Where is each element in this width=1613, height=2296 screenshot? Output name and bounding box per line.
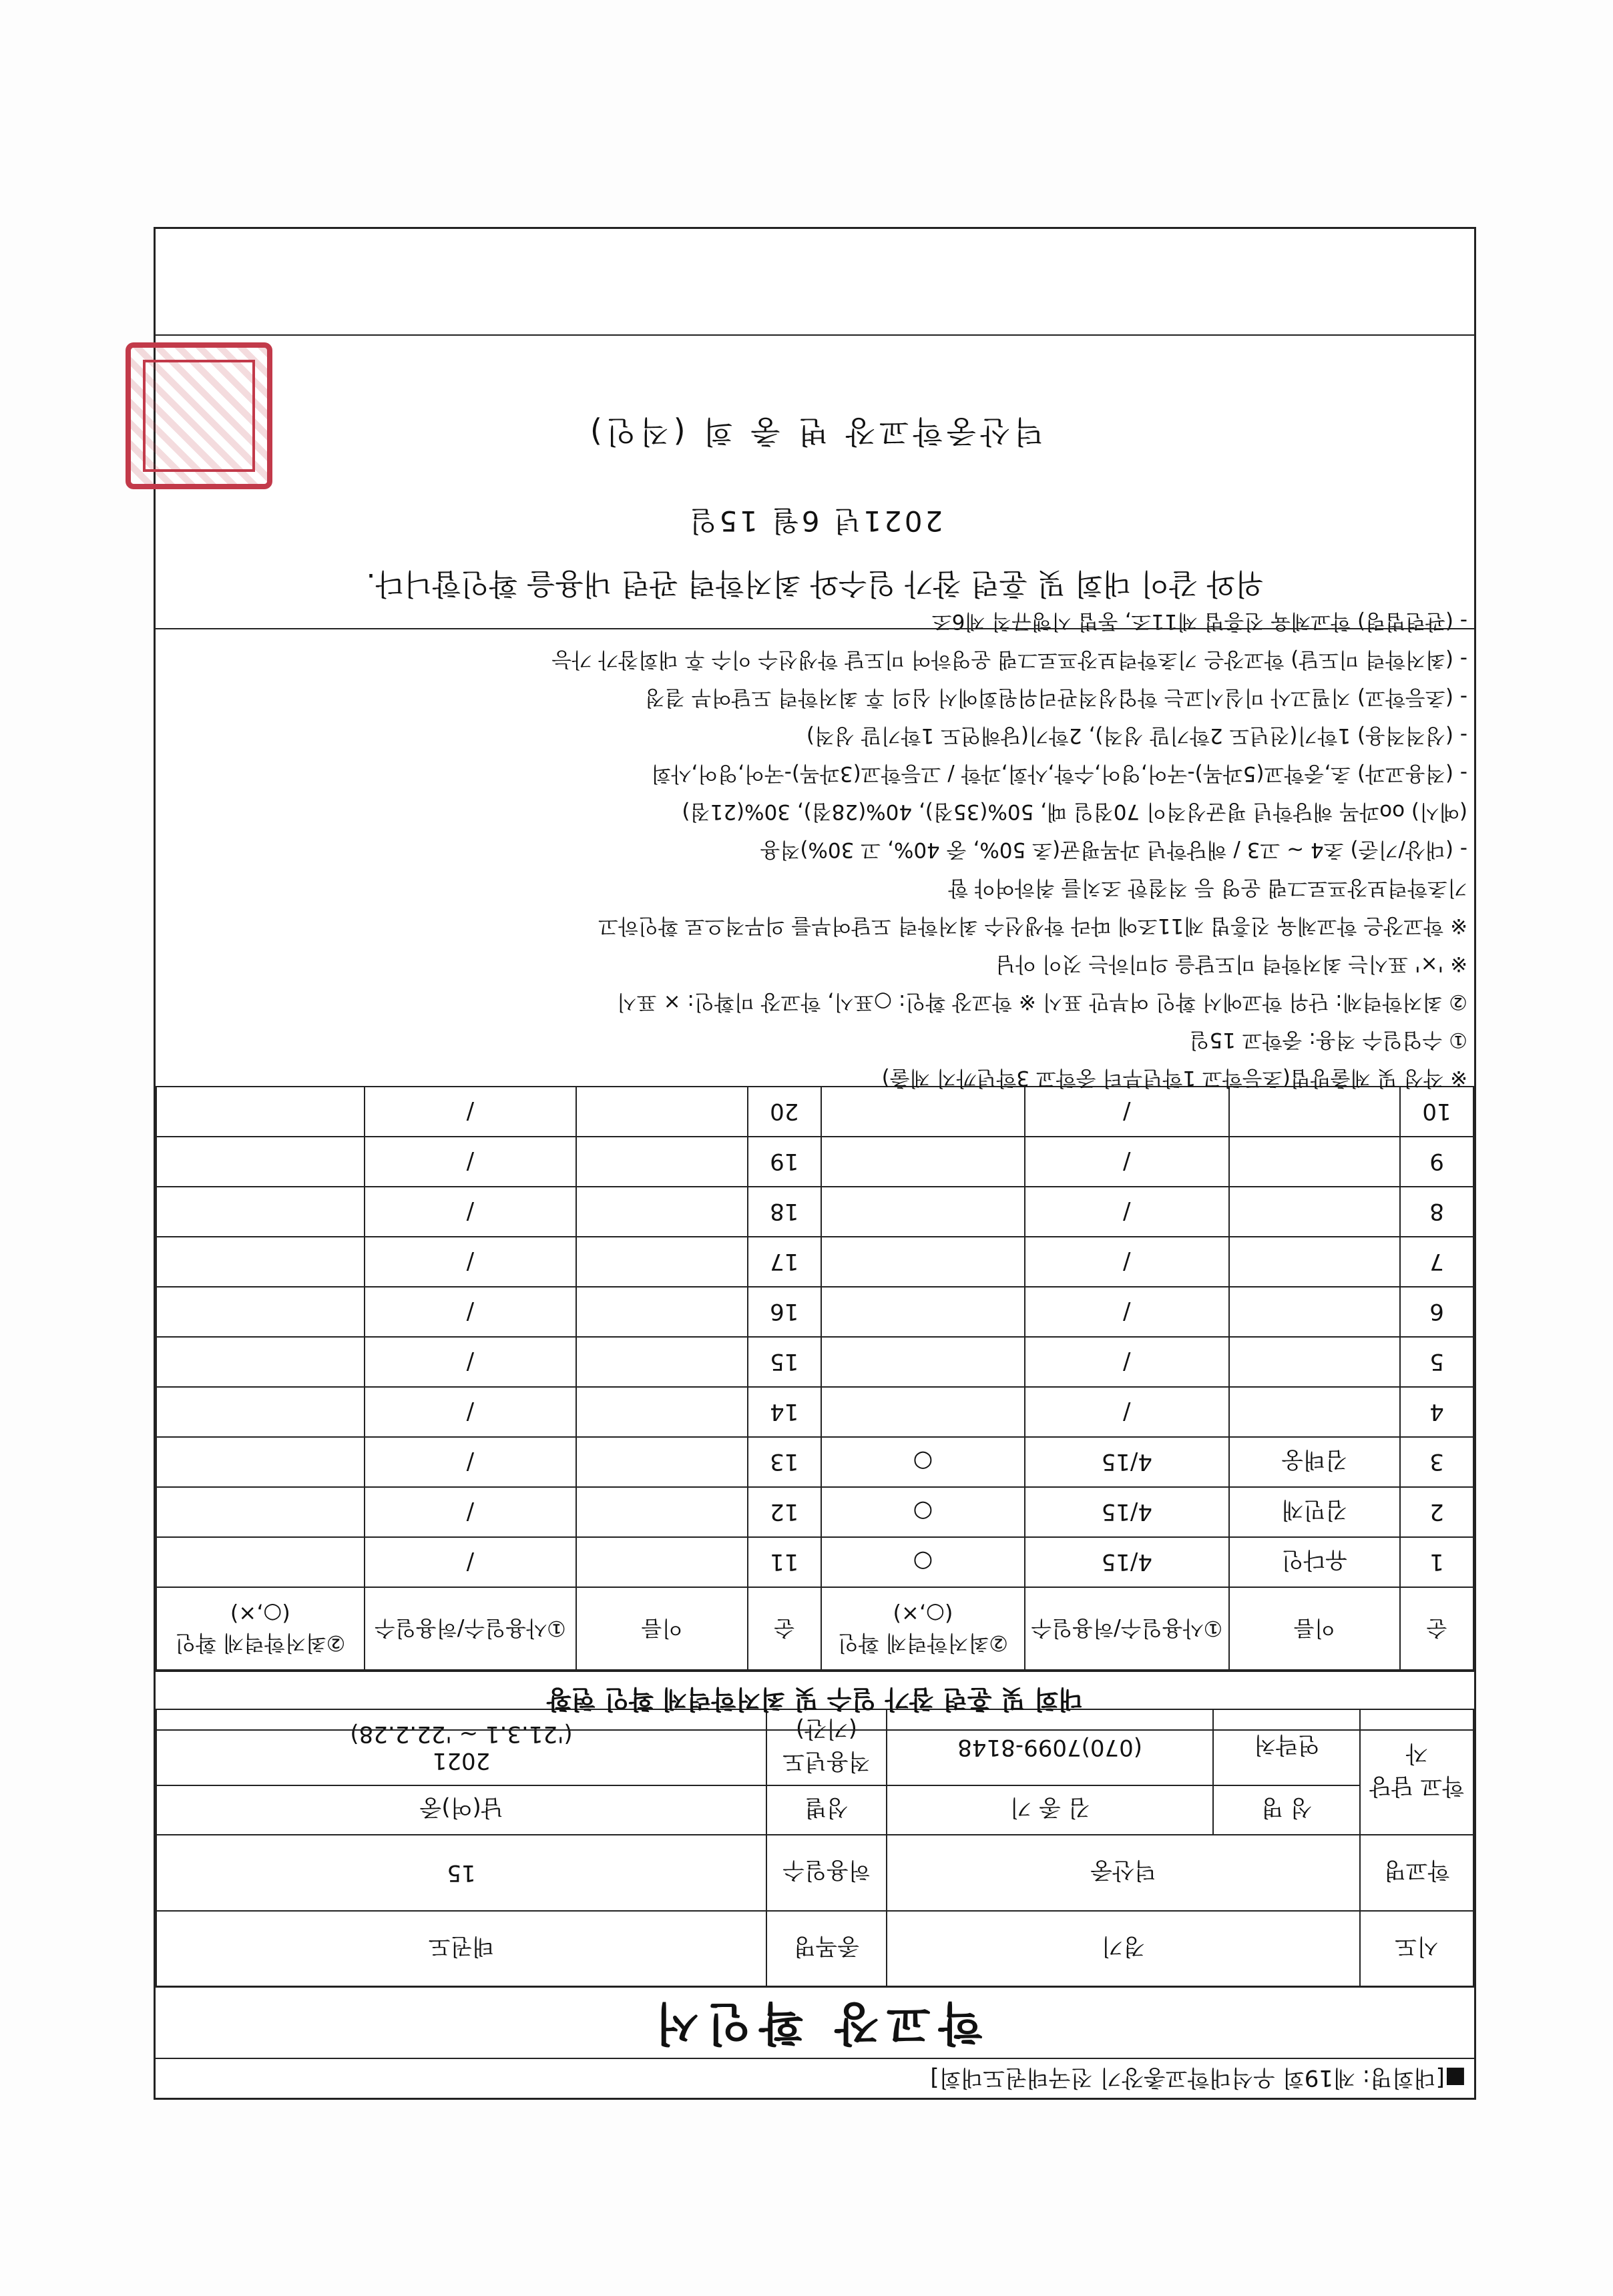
cell-no: 6: [1400, 1287, 1473, 1337]
cell-check: [156, 1237, 365, 1287]
official-seal-stamp: [126, 342, 272, 489]
confirmation-document: [154, 227, 1476, 2100]
cell-name: [1229, 1237, 1401, 1287]
cell-days: /: [1025, 1337, 1228, 1387]
cell-days: /: [1025, 1387, 1228, 1437]
cell-check: [821, 1187, 1025, 1237]
cell-days: 4/15: [1025, 1537, 1228, 1587]
cell-days: /: [1025, 1187, 1228, 1237]
cell-days: /: [1025, 1237, 1228, 1287]
col-no: 순: [748, 1587, 821, 1670]
cell-check: [821, 1337, 1025, 1387]
school-label: 학교명: [1360, 1835, 1473, 1911]
region-label: 시도: [1360, 1911, 1473, 1987]
cell-days: /: [1025, 1087, 1228, 1137]
note-line: - (대상/기준) 초4 ~ 고3 / 해당학년 과목평균(초 50%, 중 40%, 고 30%)적용: [760, 838, 1467, 862]
cell-no: 20: [748, 1087, 821, 1137]
table-row: [156, 1537, 1473, 1587]
cell-check: [821, 1387, 1025, 1437]
table-row: [156, 1437, 1473, 1487]
cell-check: [156, 1137, 365, 1187]
note-line: ※ 작성 및 제출방법(초등학교 1학년부터 중학교 3학년까지 제출): [881, 1066, 1467, 1090]
col-check: ②최저학력제 확인(○,×): [156, 1587, 365, 1670]
cell-days: /: [365, 1487, 577, 1537]
year-label: 적용년도 (기간): [766, 1709, 887, 1785]
cell-check: ○: [821, 1537, 1025, 1587]
cell-no: 10: [1400, 1087, 1473, 1137]
cell-check: ○: [821, 1487, 1025, 1537]
phone-value: (070)7099-8148: [887, 1709, 1214, 1785]
phone-label: 연락처: [1213, 1709, 1360, 1785]
contact-label: 학교 담당자: [1360, 1709, 1473, 1835]
cell-check: [821, 1237, 1025, 1287]
col-days: ①사용일수/허용일수: [365, 1587, 577, 1670]
note-line: - (초등학교) 지필고사 미실시교는 학업성적관리위원회에서 심의 후 최저학력 도달여부 결정: [644, 685, 1467, 709]
days-label: 허용일수: [766, 1835, 887, 1911]
cell-days: /: [365, 1287, 577, 1337]
cell-no: 16: [748, 1287, 821, 1337]
col-days: ①사용일수/허용일수: [1025, 1587, 1228, 1670]
cell-no: 7: [1400, 1237, 1473, 1287]
col-check: ②최저학력제 확인(○,×): [821, 1587, 1025, 1670]
gender-value: 남(여)중: [156, 1785, 766, 1835]
cell-name: [1229, 1337, 1401, 1387]
table-row: [156, 1287, 1473, 1337]
note-line: - (관련법령) 학교체육 진흥법 제11조, 동법 시행규칙 제6조: [931, 609, 1467, 633]
cell-name: [1229, 1287, 1401, 1337]
region-value: 경기: [887, 1911, 1360, 1987]
cell-name: [576, 1487, 748, 1537]
cell-no: 13: [748, 1437, 821, 1487]
school-value: 덕산중: [887, 1835, 1360, 1911]
note-line: ① 수업일수 적용: 중학교 15일: [1189, 1028, 1467, 1052]
cell-name: [576, 1137, 748, 1187]
cell-no: 9: [1400, 1137, 1473, 1187]
days-value: 15: [156, 1835, 766, 1911]
year-period: ('21.3.1 ~ '22.2.28): [350, 1721, 573, 1747]
note-line: (예시) oo과목 해당학년 평균성적이 70점일 때, 50%(35점), 40%(28점), 30%(21점): [682, 800, 1467, 824]
cell-no: 19: [748, 1137, 821, 1187]
cell-no: 8: [1400, 1187, 1473, 1237]
cell-no: 2: [1400, 1487, 1473, 1537]
cell-name: 김민재: [1229, 1487, 1401, 1537]
cell-no: 17: [748, 1237, 821, 1287]
cell-no: 14: [748, 1387, 821, 1437]
cell-name: [1229, 1137, 1401, 1187]
cell-no: 3: [1400, 1437, 1473, 1487]
note-line: - (최저학력 미도달) 학교장은 기초학력보장프로그램 운영하여 미도달 학생선수 이수 후 대회참가 가능: [551, 647, 1467, 671]
gender-label: 성별: [766, 1785, 887, 1835]
document-title: 학교장 확인서: [156, 1986, 1474, 2058]
table-row: [156, 1187, 1473, 1237]
name-label: 성 명: [1213, 1785, 1360, 1835]
col-no: 순: [1400, 1587, 1473, 1670]
cell-days: 4/15: [1025, 1437, 1228, 1487]
section-title: 대회 및 훈련 참가 일수 및 최저학력제 확인 현황: [156, 1671, 1474, 1731]
col-name: 이름: [576, 1587, 748, 1670]
issue-date: 2021년 6월 15일: [686, 505, 943, 537]
cell-name: 김태웅: [1229, 1437, 1401, 1487]
cell-name: [1229, 1387, 1401, 1437]
cell-name: [576, 1437, 748, 1487]
note-line: - (적용교과) 초,중학교(5과목)-국어,영어,수학,사회,과학 / 고등학교(3과목)-국어,영어,사회: [651, 762, 1467, 786]
cell-no: 12: [748, 1487, 821, 1537]
table-row: [156, 1487, 1473, 1537]
cell-check: [156, 1387, 365, 1437]
cell-name: [576, 1387, 748, 1437]
cell-days: /: [365, 1137, 577, 1187]
principal-signature: 덕산중학교장 변 충 희 (직인): [586, 414, 1044, 450]
cell-days: /: [365, 1437, 577, 1487]
cell-name: [1229, 1187, 1401, 1237]
cell-name: [576, 1237, 748, 1287]
name-value: 김 종 기: [887, 1785, 1214, 1835]
school-info-table: [156, 1709, 1474, 1988]
event-value: 태권도: [156, 1911, 766, 1987]
cell-check: [156, 1437, 365, 1487]
cell-name: [576, 1287, 748, 1337]
cell-days: /: [1025, 1137, 1228, 1187]
col-name: 이름: [1229, 1587, 1401, 1670]
instructions: [166, 602, 1467, 1097]
year-number: 2021: [432, 1747, 491, 1774]
table-row: [156, 1337, 1473, 1387]
competition-name: ■[대회명: 제19회 우석대학교총장기 전국태권도대회]: [156, 2058, 1474, 2098]
table-row: [156, 1387, 1473, 1437]
confirmation-statement: 위와 같이 대회 및 훈련 참가 일수와 최저학력 관련 내용을 확인합니다.: [156, 565, 1474, 629]
cell-no: 1: [1400, 1537, 1473, 1587]
event-label: 종목명: [766, 1911, 887, 1987]
cell-no: 15: [748, 1337, 821, 1387]
table-row: [156, 1237, 1473, 1287]
cell-check: [156, 1187, 365, 1237]
cell-days: /: [365, 1087, 577, 1137]
cell-check: [821, 1137, 1025, 1187]
note-line: ② 최저학력제: 단위 학교에서 확인 여부만 표시 ※ 학교장 확인: ○표시, 학교장 미확인: × 표시: [616, 990, 1467, 1014]
note-line: 기초학력보장프로그램 운영 등 적절한 조치를 취하여야 함: [948, 876, 1467, 900]
cell-check: [821, 1287, 1025, 1337]
cell-days: /: [365, 1237, 577, 1287]
cell-days: /: [365, 1387, 577, 1437]
note-line: ※ '×' 표시는 최저학력 미도달을 의미하는 것이 아님: [995, 952, 1467, 976]
cell-no: 5: [1400, 1337, 1473, 1387]
cell-no: 11: [748, 1537, 821, 1587]
cell-check: [156, 1537, 365, 1587]
table-row: [156, 1137, 1473, 1187]
cell-days: /: [365, 1337, 577, 1387]
cell-check: [156, 1287, 365, 1337]
cell-name: [576, 1187, 748, 1237]
cell-name: [576, 1337, 748, 1387]
cell-days: /: [1025, 1287, 1228, 1337]
blank-footer: [156, 228, 1474, 336]
cell-check: [156, 1487, 365, 1537]
cell-check: [156, 1337, 365, 1387]
attendance-rows: [156, 1087, 1473, 1587]
cell-no: 4: [1400, 1387, 1473, 1437]
cell-no: 18: [748, 1187, 821, 1237]
note-line: - (성적적용) 1학기(전년도 2학기말 성적), 2학기(당해연도 1학기말 성적): [806, 724, 1467, 748]
attendance-table: [156, 1086, 1474, 1671]
note-line: ※ 학교장은 학교체육 진흥법 제11조에 따라 학생선수 최저학력 도달여부를 의무적으로 확인하고: [598, 914, 1467, 938]
cell-days: 4/15: [1025, 1487, 1228, 1537]
cell-name: [576, 1537, 748, 1587]
cell-check: ○: [821, 1437, 1025, 1487]
cell-name: 유다인: [1229, 1537, 1401, 1587]
cell-days: /: [365, 1537, 577, 1587]
cell-days: /: [365, 1187, 577, 1237]
